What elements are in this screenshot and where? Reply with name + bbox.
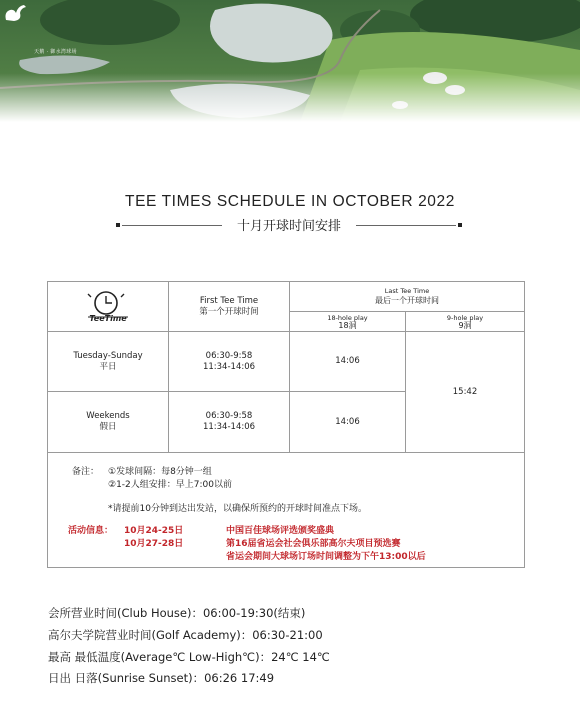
row1-last-18	[290, 332, 406, 392]
event-date-1: 10月24-25日	[124, 526, 184, 536]
tee-time-logo-label: TeeTime	[89, 314, 127, 323]
row1-first-tee-2: 11:34-14:06	[202, 361, 256, 372]
first-tee-header-en: First Tee Time	[199, 295, 259, 306]
sunrise-sunset: 日出 日落(Sunrise Sunset)：06:26 17:49	[48, 671, 275, 685]
row2-first-tee-2: 11:34-14:06	[202, 422, 256, 432]
row1-first-tee	[169, 332, 290, 392]
note-arrive: *请提前10分钟到达出发站，以确保所预约的开球时间准点下场。	[108, 504, 367, 514]
clubhouse-hours: 会所营业时间(Club House)：06:00-19:30(结束)	[48, 606, 306, 620]
hole9-header-en: 9-hole play	[446, 313, 484, 322]
title-english: TEE TIMES SCHEDULE IN OCTOBER 2022	[125, 193, 455, 210]
row1-day-en: Tuesday-Sunday	[73, 350, 143, 361]
hole18-header-en: 18-hole play	[327, 313, 368, 322]
hole18-header	[290, 312, 406, 332]
divider-square-right	[458, 223, 462, 227]
title-chinese: 十月开球时间安排	[236, 219, 341, 234]
last-tee-header-cn: 最后一个开球时间	[375, 296, 439, 305]
row1-first-tee-1: 06:30-9:58	[205, 350, 253, 361]
row2-day-en: Weekends	[86, 411, 130, 421]
hole18-header-cn: 18洞	[338, 320, 357, 330]
last-9-value: 15:42	[452, 386, 478, 397]
event-label: 活动信息：	[68, 526, 114, 536]
hole9-header-cn: 9洞	[458, 320, 472, 330]
divider-line-right	[356, 225, 456, 226]
table-row-day	[48, 332, 169, 392]
notes-box	[47, 453, 525, 568]
hole9-header	[406, 312, 524, 332]
row1-day-cn: 平日	[99, 361, 117, 372]
event-1: 中国百佳球场评选颁奖盛典	[226, 526, 335, 536]
row2-last-18	[290, 392, 406, 452]
tee-times-table	[47, 281, 525, 453]
logo-text: 天鹅 · 御水湾球场	[34, 49, 77, 55]
row2-first-tee-1: 06:30-9:58	[205, 411, 253, 421]
row2-day-cn: 假日	[99, 422, 117, 432]
row2-first-tee	[169, 392, 290, 452]
swan-logo-icon	[0, 0, 30, 26]
row1-last-18-value: 14:06	[335, 356, 360, 366]
event-2: 第16届省运会社会俱乐部高尔夫项目预选赛	[226, 539, 401, 549]
title-chinese-row	[116, 215, 462, 235]
row2-last-18-value: 14:06	[335, 416, 360, 427]
tee-time-logo-cell	[48, 282, 169, 332]
academy-hours: 高尔夫学院营业时间(Golf Academy)：06:30-21:00	[48, 628, 323, 642]
table-row-day	[48, 392, 169, 452]
golf-course-illustration	[0, 0, 580, 122]
last-tee-header	[290, 282, 524, 312]
temperature: 最高 最低温度(Average℃ Low-High℃)：24℃ 14℃	[48, 650, 330, 664]
first-tee-header-cn: 第一个开球时间	[199, 306, 259, 317]
event-date-2: 10月27-28日	[124, 539, 184, 549]
note-item-1: ①发球间隔：每8分钟一组	[108, 467, 212, 477]
first-tee-header	[169, 282, 290, 332]
last-9-merged-cell	[406, 332, 524, 452]
last-tee-header-en: Last Tee Time	[384, 287, 430, 295]
event-3: 省运会期间大球场订场时间调整为下午13:00以后	[226, 552, 426, 562]
note-item-2: ②1-2人组安排：早上7:00以前	[108, 480, 232, 490]
notes-label: 备注：	[72, 467, 100, 477]
golf-course-banner	[0, 0, 580, 122]
